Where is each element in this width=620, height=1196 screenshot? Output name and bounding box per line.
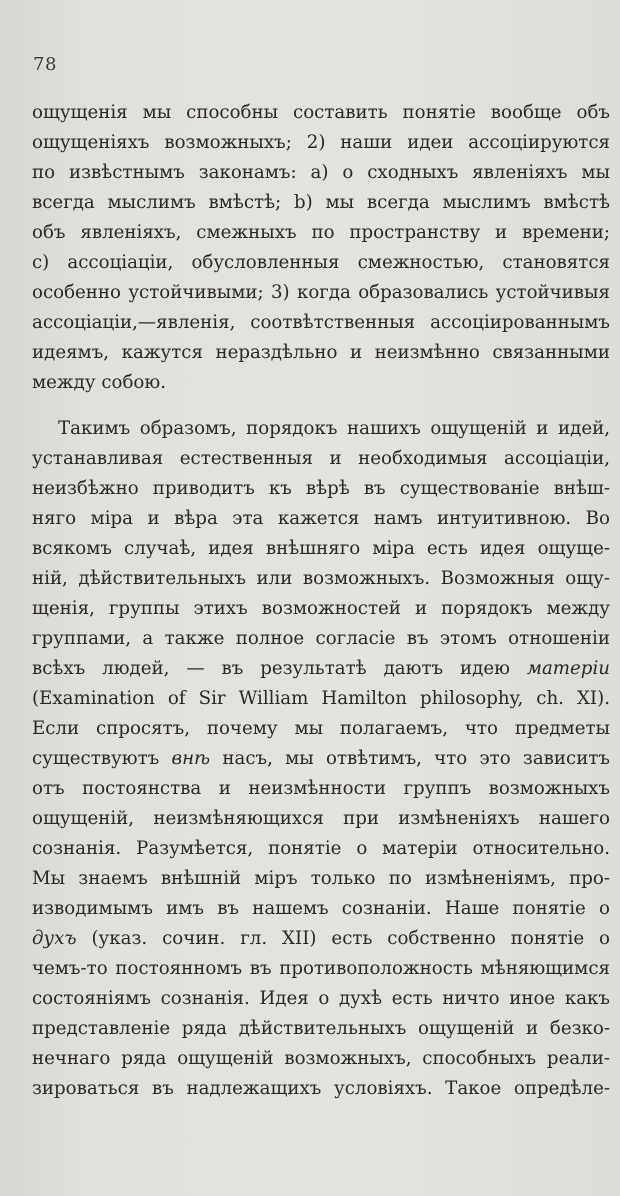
text-line: ній, дѣйствительныхъ или возможныхъ. Возможныя ощу- <box>32 568 610 589</box>
paragraph-gap <box>32 398 610 414</box>
text-line: отъ постоянства и неизмѣнности группъ возможныхъ <box>32 778 610 799</box>
text-line: объ явленіяхъ, смежныхъ по пространству и времени; <box>32 222 610 243</box>
text-line-with-italic <box>32 654 610 684</box>
text-line: устанавливая естественныя и необходимыя ассоціаціи, <box>32 448 610 469</box>
text-line: ассоціаціи,—явленія, соотвѣтственныя ассоціированнымъ <box>32 312 610 333</box>
text-line: сознанія. Разумѣется, понятіе о матеріи относительно. <box>32 838 610 859</box>
text-line: ощущенія мы способны составить понятіе вообще объ <box>32 102 610 123</box>
text-line-with-italic <box>32 924 610 954</box>
text-segment: существуютъ <box>32 748 160 769</box>
text-line: Такимъ образомъ, порядокъ нашихъ ощущеній и идей, <box>58 418 610 439</box>
text-line: состояніямъ сознанія. Идея о духѣ есть ничто иное какъ <box>32 988 610 1009</box>
italic-term: матеріи <box>526 658 610 679</box>
text-line: всякомъ случаѣ, идея внѣшняго міра есть идея ощуще- <box>32 538 610 559</box>
text-line: представленіе ряда дѣйствительныхъ ощущеній и безко- <box>32 1018 610 1039</box>
text-line: особенно устойчивыми; 3) когда образовались устойчивыя <box>32 282 610 303</box>
text-line-with-italic <box>32 744 610 774</box>
text-line: группами, а также полное согласіе въ этомъ отношеніи <box>32 628 610 649</box>
text-line: между собою. <box>32 372 166 393</box>
italic-term: духъ <box>32 928 77 949</box>
text-segment: насъ, мы отвѣтимъ, что это зависитъ <box>222 748 610 769</box>
text-line: Если спросятъ, почему мы полагаемъ, что предметы <box>32 718 610 739</box>
text-segment: (указ. сочин. гл. XII) есть собственно понятіе о <box>91 928 610 949</box>
text-line: c) ассоціаціи, обусловленныя смежностью, становятся <box>32 252 610 273</box>
text-line: идеямъ, кажутся нераздѣльно и неизмѣнно связанными <box>32 342 610 363</box>
text-line: неизбѣжно приводитъ къ вѣрѣ въ существованіе внѣш- <box>32 478 610 499</box>
text-line: няго міра и вѣра эта кажется намъ интуитивною. Во <box>32 508 610 529</box>
text-line: всегда мыслимъ вмѣстѣ; b) мы всегда мыслимъ вмѣстѣ <box>32 192 610 213</box>
text-line: нечнаго ряда ощущеній возможныхъ, способныхъ реали- <box>32 1048 610 1069</box>
text-line: Мы знаемъ внѣшній міръ только по измѣненіямъ, про- <box>32 868 610 889</box>
text-line: по извѣстнымъ законамъ: a) о сходныхъ явленіяхъ мы <box>32 162 610 183</box>
italic-term: внѣ <box>171 748 211 769</box>
text-line: щенія, группы этихъ возможностей и порядокъ между <box>32 598 610 619</box>
text-line: (Examination of Sir William Hamilton philosophy, ch. XI). <box>32 688 610 709</box>
text-segment: всѣхъ людей, — въ результатѣ даютъ идею <box>32 658 510 679</box>
text-line: ощущеніяхъ возможныхъ; 2) наши идеи ассоціируются <box>32 132 610 153</box>
text-line: изводимымъ имъ въ нашемъ сознаніи. Наше понятіе о <box>32 898 610 919</box>
text-line: зироваться въ надлежащихъ условіяхъ. Такое опредѣле- <box>32 1078 610 1099</box>
text-line: чемъ-то постоянномъ въ противоположность мѣняющимся <box>32 958 610 979</box>
text-line: ощущеній, неизмѣняющихся при измѣненіяхъ нашего <box>32 808 610 829</box>
body-text <box>32 98 610 1104</box>
page-number: 78 <box>33 54 57 75</box>
